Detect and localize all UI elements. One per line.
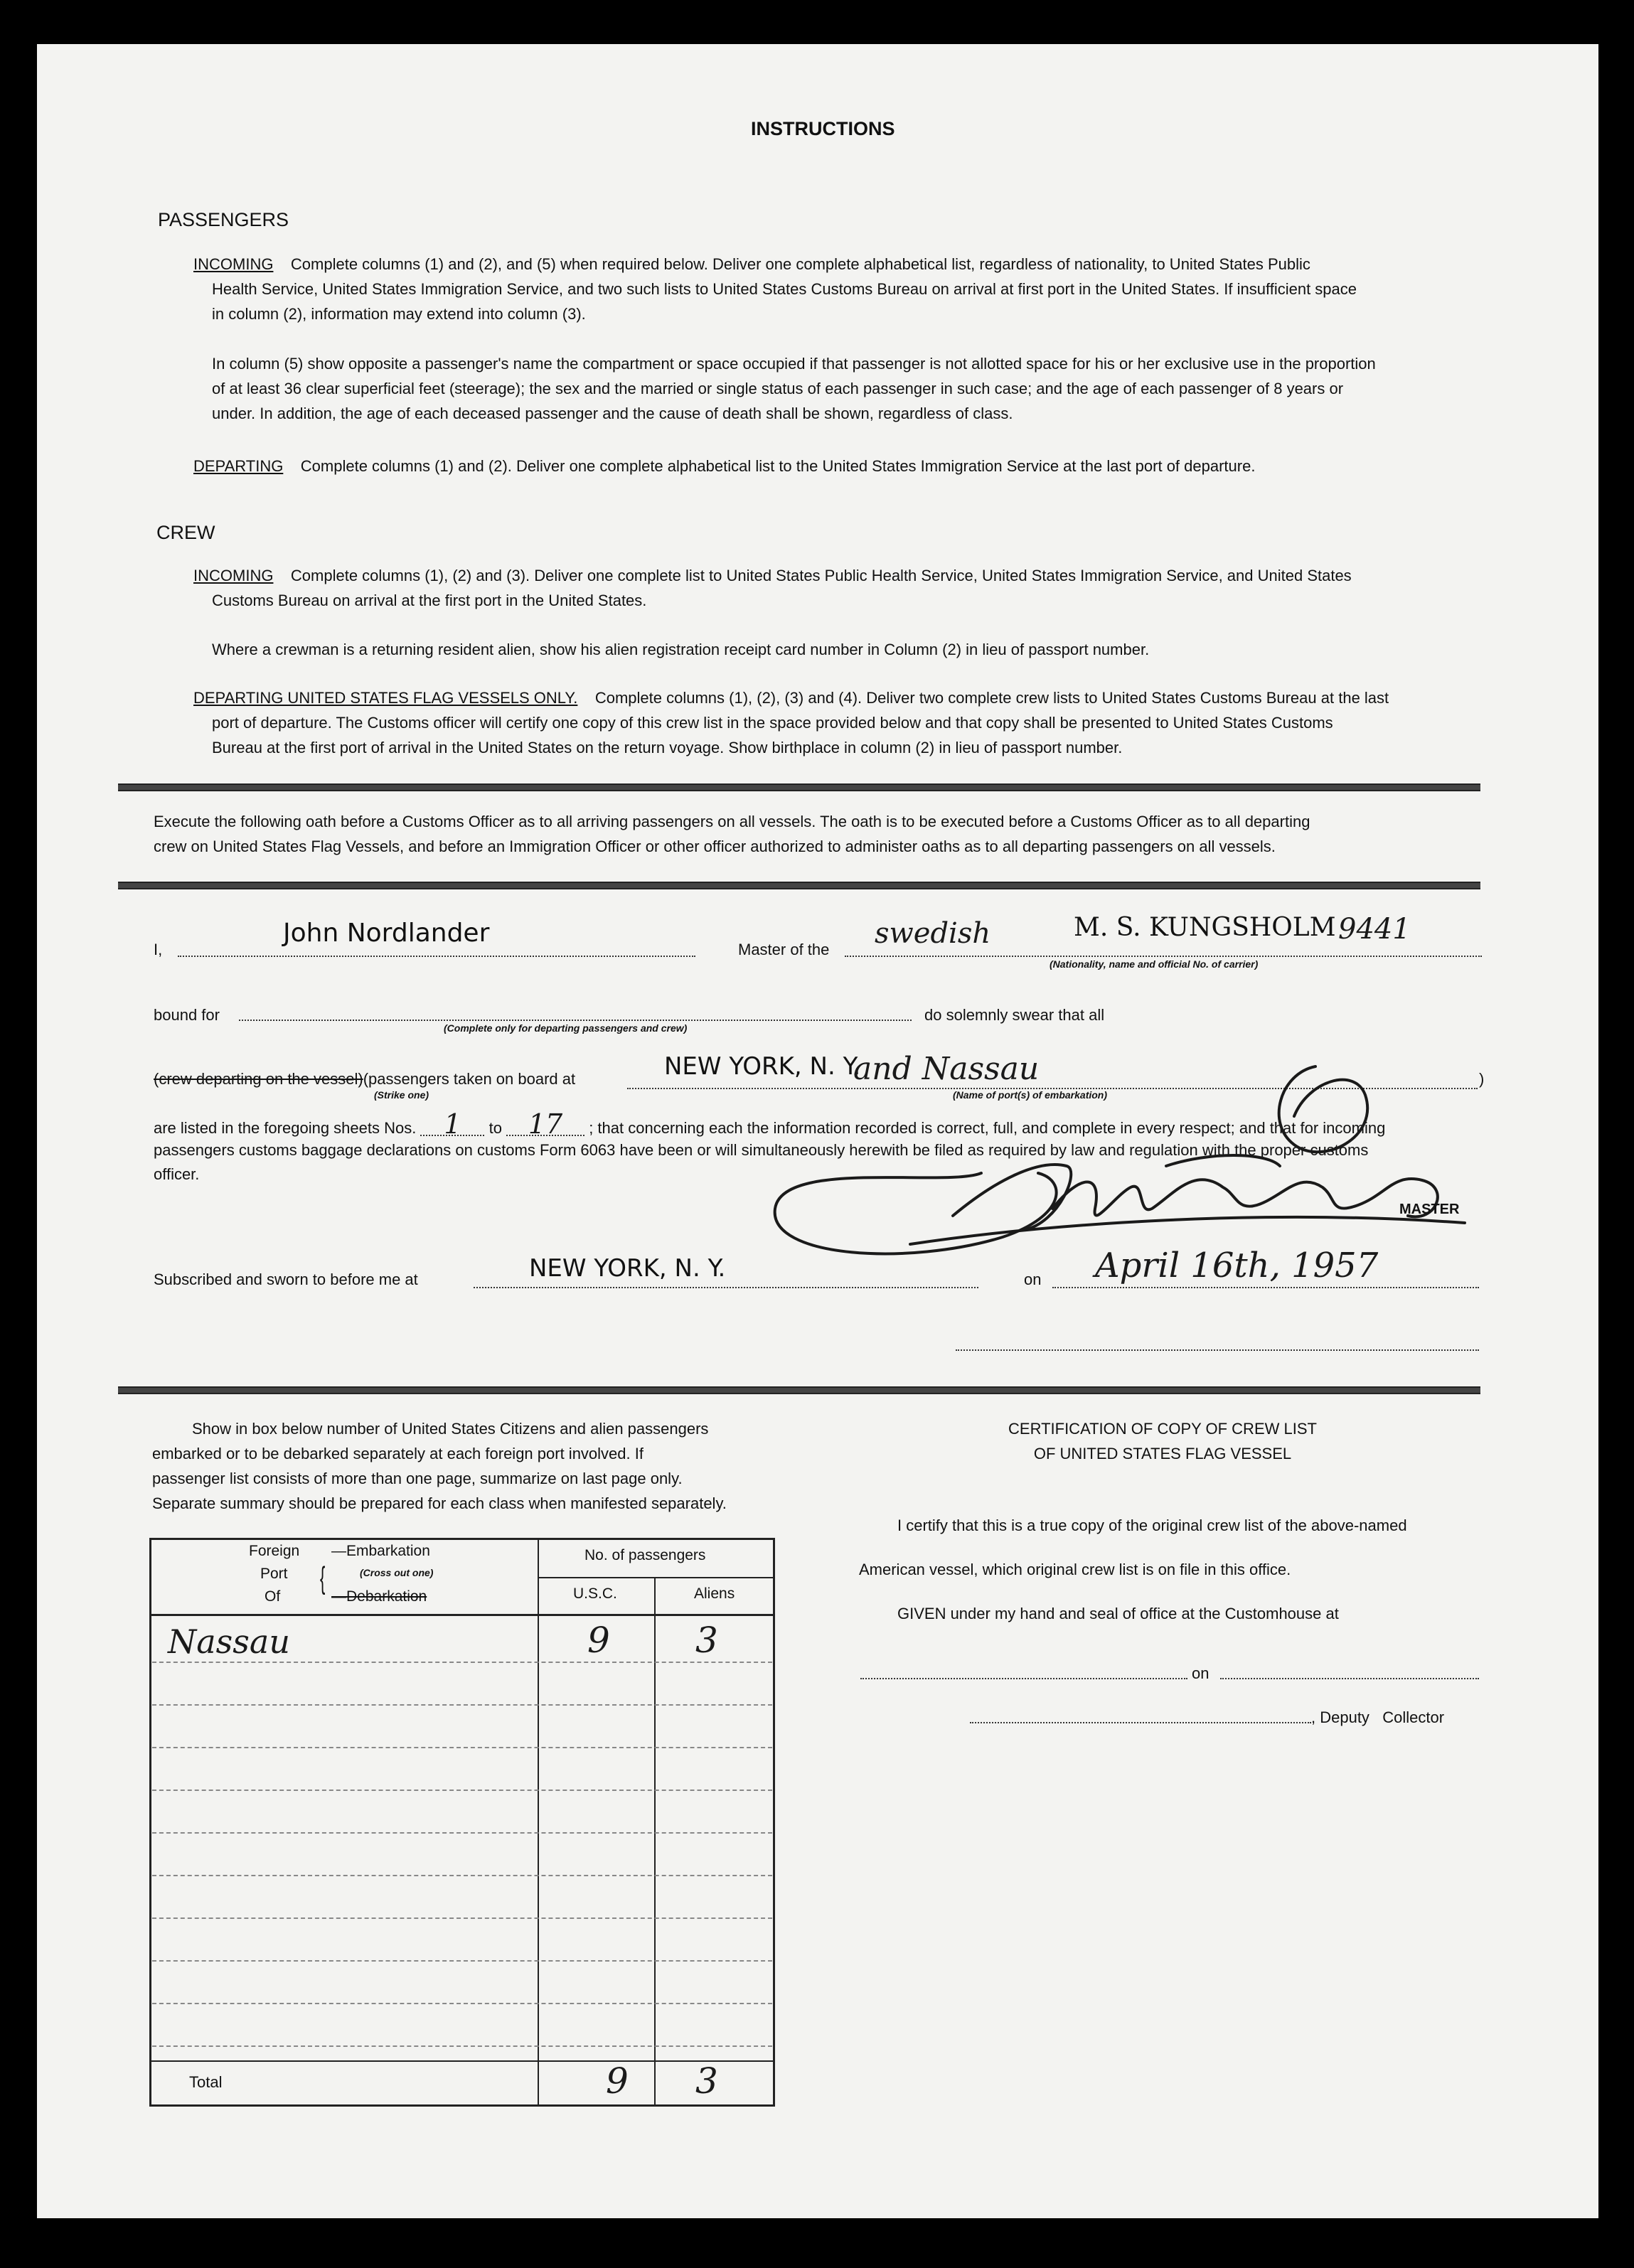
passengers-incoming-block <box>193 252 1488 326</box>
table-row-usc: 9 <box>587 1620 610 1661</box>
table-row <box>152 2045 772 2047</box>
certification-line-1: I certify that this is a true copy of the original crew list of the above-named <box>897 1517 1407 1534</box>
oath-intro-line-1: Execute the following oath before a Customs Officer as to all arriving passengers on all vessels. The oath is to be executed before a Customs Officer as to all departing <box>154 813 1310 830</box>
table-col-divider <box>538 1538 539 2107</box>
passengers-heading: PASSENGERS <box>158 209 289 230</box>
total-label: Total <box>189 2073 223 2091</box>
crew-resident-text: Where a crewman is a returning resident alien, show his alien registration receipt card number in Column (2) in lieu of passport number. <box>212 641 1150 658</box>
close-paren: ) <box>1479 1070 1485 1088</box>
certification-title <box>1003 1416 1323 1466</box>
crew-heading: CREW <box>156 522 215 543</box>
divider-rule <box>118 882 1480 889</box>
col5-line-3: under. In addition, the age of each deceased passenger and the cause of death shall be shown, regardless of class. <box>212 405 1013 422</box>
incoming-line-2: Health Service, United States Immigration Service, and two such lists to United States Customs Bureau on arrival at first port in the United States. If insufficient space <box>212 280 1357 298</box>
sheet-from: 1 <box>420 1113 484 1136</box>
passengers-departing <box>193 454 1255 478</box>
table-row <box>152 1832 772 1834</box>
sheet-to: 17 <box>506 1113 584 1136</box>
instructions-title: INSTRUCTIONS <box>751 118 895 139</box>
embarkation-label: —Embarkation <box>331 1543 430 1559</box>
sworn-place-line <box>474 1287 978 1288</box>
oath-i-label: I, <box>154 941 163 958</box>
oath-intro-line-2: crew on United States Flag Vessels, and before an Immigration Officer or other officer authorized to administer oaths as to all departing passengers on all vessels. <box>154 838 1276 855</box>
sheets-label: are listed in the foregoing sheets Nos. <box>154 1119 417 1137</box>
brace-icon: { <box>320 1561 326 1595</box>
certification-line-3: GIVEN under my hand and seal of office at the Customhouse at <box>897 1605 1339 1622</box>
crew-departing-block <box>193 685 1488 760</box>
sworn-date-line <box>1052 1287 1479 1288</box>
summary-instructions <box>152 1416 778 1516</box>
swear-label: do solemnly swear that all <box>924 1006 1105 1024</box>
summary-line-4: Separate summary should be prepared for each class when manifested separately. <box>152 1494 727 1512</box>
crew-departing-line-3: Bureau at the first port of arrival in the United States on the return voyage. Show birthplace in column (2) in lieu of passport number. <box>212 739 1123 756</box>
table-header-bottom <box>149 1614 775 1616</box>
table-row <box>152 1917 772 1919</box>
master-name: John Nordlander <box>283 919 490 948</box>
passengers-label: (passengers taken on board at <box>363 1070 576 1088</box>
master-label: MASTER <box>1399 1202 1460 1217</box>
summary-line-1: Show in box below number of United States Citizens and alien passengers <box>192 1420 709 1438</box>
summary-line-3: passenger list consists of more than one page, summarize on last page only. <box>152 1470 683 1487</box>
foreign-label: Foreign <box>249 1543 300 1559</box>
master-of-label: Master of the <box>738 941 830 958</box>
crew-departing-line-2: port of departure. The Customs officer will certify one copy of this crew list in the space provided below and that copy shall be presented to United States Customs <box>212 714 1333 732</box>
total-usc: 9 <box>606 2060 629 2102</box>
of-label: Of <box>265 1588 281 1605</box>
table-row <box>152 1960 772 1962</box>
table-row-aliens: 3 <box>695 1620 718 1661</box>
certification-line-2: American vessel, which original crew list is on file in this office. <box>859 1561 1291 1578</box>
table-row <box>152 1662 772 1663</box>
embark-port-hand: and Nassau <box>853 1051 1040 1087</box>
crew-departing-line-1: Complete columns (1), (2), (3) and (4). Deliver two complete crew lists to United States Customs Bureau at the last <box>594 689 1389 707</box>
certification-title-1: CERTIFICATION OF COPY OF CREW LIST <box>1008 1420 1317 1438</box>
sworn-on-label: on <box>1024 1271 1042 1288</box>
incoming-line-3: in column (2), information may extend into column (3). <box>212 305 586 323</box>
cross-out-caption: (Cross out one) <box>360 1567 434 1578</box>
to-label: to <box>488 1119 502 1137</box>
crew-departing-label: DEPARTING UNITED STATES FLAG VESSELS ONLY. <box>193 689 578 707</box>
ports-caption: (Name of port(s) of embarkation) <box>953 1089 1108 1101</box>
col5-line-1: In column (5) show opposite a passenger's name the compartment or space occupied if that passenger is not allotted space for his or her exclusive use in the proportion <box>212 355 1376 373</box>
crew-incoming-block <box>193 563 1488 613</box>
incoming-line-1: Complete columns (1) and (2), and (5) when required below. Deliver one complete alphabetical list, regardless of nationality, to United States Public <box>290 255 1310 273</box>
summary-line-2: embarked or to be debarked separately at each foreign port involved. If <box>152 1445 644 1462</box>
customhouse-line <box>860 1678 1187 1679</box>
table-row-port: Nassau <box>168 1622 290 1661</box>
bound-for-caption: (Complete only for departing passengers and crew) <box>444 1022 688 1034</box>
sworn-label: Subscribed and sworn to before me at <box>154 1271 418 1288</box>
nationality: swedish <box>875 917 991 950</box>
sworn-date: April 16th, 1957 <box>1095 1246 1379 1285</box>
oath-line-2: passengers customs baggage declarations on customs Form 6063 have been or will simultaneously herewith be filed as required by law and regulation with the proper customs <box>154 1141 1369 1159</box>
crew-incoming-line-1: Complete columns (1), (2) and (3). Deliver one complete list to United States Public Health Service, United States Immigration Service, and United States <box>290 567 1352 584</box>
incoming-label: INCOMING <box>193 255 274 273</box>
usc-header: U.S.C. <box>573 1585 617 1602</box>
sheets-rest: ; that concerning each the information recorded is correct, full, and complete in every respect; and that for incoming <box>589 1119 1386 1137</box>
official-number: 9441 <box>1338 913 1411 946</box>
table-row <box>152 1704 772 1706</box>
departing-text: Complete columns (1) and (2). Deliver one complete alphabetical list to the United States Immigration Service at the last port of departure. <box>300 457 1256 475</box>
total-divider <box>149 2060 775 2062</box>
divider-rule <box>118 783 1480 791</box>
crew-passengers-line <box>154 1066 575 1091</box>
crew-incoming-label: INCOMING <box>193 567 274 584</box>
bound-for-label: bound for <box>154 1006 220 1024</box>
certification-on-label: on <box>1192 1664 1210 1682</box>
table-header-divider <box>538 1577 775 1578</box>
table-row <box>152 1747 772 1748</box>
oath-line-3: officer. <box>154 1165 200 1183</box>
table-col-divider <box>654 1577 656 2107</box>
column5-block <box>212 351 1492 426</box>
certification-date-line <box>1220 1678 1479 1679</box>
vessel-line <box>845 956 1482 957</box>
sworn-place: NEW YORK, N. Y. <box>529 1254 726 1283</box>
officer-signature-line <box>956 1349 1479 1351</box>
total-aliens: 3 <box>695 2060 718 2102</box>
departing-label: DEPARTING <box>193 457 284 475</box>
oath-intro <box>154 809 1490 859</box>
crew-struck: (crew departing on the vessel) <box>154 1070 363 1088</box>
master-name-line <box>178 956 695 957</box>
port-label: Port <box>260 1566 288 1582</box>
embark-port-typed: NEW YORK, N. Y. <box>664 1052 861 1081</box>
strike-caption: (Strike one) <box>374 1089 429 1101</box>
table-row <box>152 1790 772 1791</box>
deputy-signature-line <box>970 1722 1311 1723</box>
table-row <box>152 1875 772 1876</box>
no-passengers-label: No. of passengers <box>584 1547 706 1563</box>
aliens-header: Aliens <box>694 1585 735 1602</box>
deputy-collector-label: , Deputy Collector <box>1311 1708 1445 1726</box>
bound-for-line <box>239 1020 912 1021</box>
carrier-caption: (Nationality, name and official No. of carrier) <box>1050 958 1259 970</box>
crew-incoming-line-2: Customs Bureau on arrival at the first port in the United States. <box>212 592 647 609</box>
table-row <box>152 2003 772 2004</box>
divider-rule <box>118 1386 1480 1394</box>
col5-line-2: of at least 36 clear superficial feet (steerage); the sex and the married or single status of each passenger in such case; and the age of each passenger of 8 years or <box>212 380 1344 397</box>
vessel-name: M. S. KUNGSHOLM <box>1074 913 1336 942</box>
debarkation-label: —Debarkation <box>331 1588 427 1605</box>
certification-title-2: OF UNITED STATES FLAG VESSEL <box>1033 1445 1292 1462</box>
